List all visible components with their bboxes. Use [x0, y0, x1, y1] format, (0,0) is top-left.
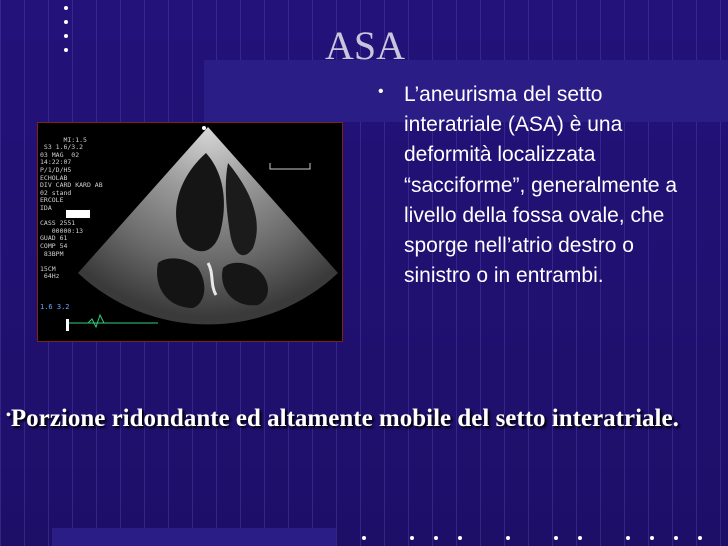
dot — [506, 536, 510, 540]
scale-bracket — [270, 163, 310, 169]
echo-overlay-text — [40, 129, 103, 288]
dot — [64, 48, 68, 52]
overlay-line: 00000:13 — [40, 226, 84, 235]
dot — [410, 536, 414, 540]
dot — [64, 20, 68, 24]
overlay-line: COMP 54 — [40, 241, 68, 250]
dot — [64, 6, 68, 10]
dot — [458, 536, 462, 540]
overlay-line: S3 1.6/3.2 — [40, 143, 84, 152]
overlay-line: GUAD 61 — [40, 234, 68, 243]
overlay-line: ERCOLE — [40, 196, 64, 205]
dot — [434, 536, 438, 540]
decorative-dots-left — [62, 6, 70, 52]
dot — [578, 536, 582, 540]
footer-band — [52, 528, 336, 546]
dot — [698, 536, 702, 540]
overlay-line: CASS 2551 — [40, 219, 76, 228]
dot — [674, 536, 678, 540]
overlay-line: IDA — [40, 203, 52, 212]
asa-definition-text: L’aneurisma del setto interatriale (ASA) è una deformità localizzata “sacciforme”, generalmente a livello della fossa ovale, che sporge nell’atrio destro o sinistro o in entrambi. — [404, 83, 678, 288]
probe-marker — [202, 126, 206, 130]
bottom-bullet — [6, 396, 686, 439]
overlay-line: MI:1.5 — [63, 135, 87, 144]
decorative-dots-bottom — [350, 534, 728, 542]
dot — [362, 536, 366, 540]
dot — [64, 34, 68, 38]
overlay-line: 02 stand — [40, 188, 72, 197]
ecg-complex — [88, 315, 104, 327]
overlay-line: 15CM — [40, 264, 56, 273]
overlay-line: 83BPM — [40, 249, 64, 258]
dot — [626, 536, 630, 540]
overlay-line: 14:22:07 — [40, 158, 72, 167]
bullet-dot-icon: • — [6, 408, 11, 423]
slide-title: ASA — [324, 23, 406, 68]
bottom-bullet-text: Porzione ridondante ed altamente mobile del setto interatriale. — [10, 405, 679, 432]
dot — [650, 536, 654, 540]
echocardiogram-image — [37, 122, 343, 342]
overlay-line: 03 MAG 02 — [40, 150, 80, 159]
echo-bottom-label: 1.6 3.2 — [40, 303, 70, 311]
overlay-line: 64Hz — [40, 272, 60, 281]
marker-bar — [66, 319, 69, 331]
overlay-line: ECHOLAB — [40, 173, 68, 182]
overlay-line: DIV CARD KARD AB — [40, 181, 103, 190]
bullet-dot-icon: • — [378, 83, 384, 100]
dot — [554, 536, 558, 540]
overlay-line: P/1/D/H5 — [40, 165, 72, 174]
